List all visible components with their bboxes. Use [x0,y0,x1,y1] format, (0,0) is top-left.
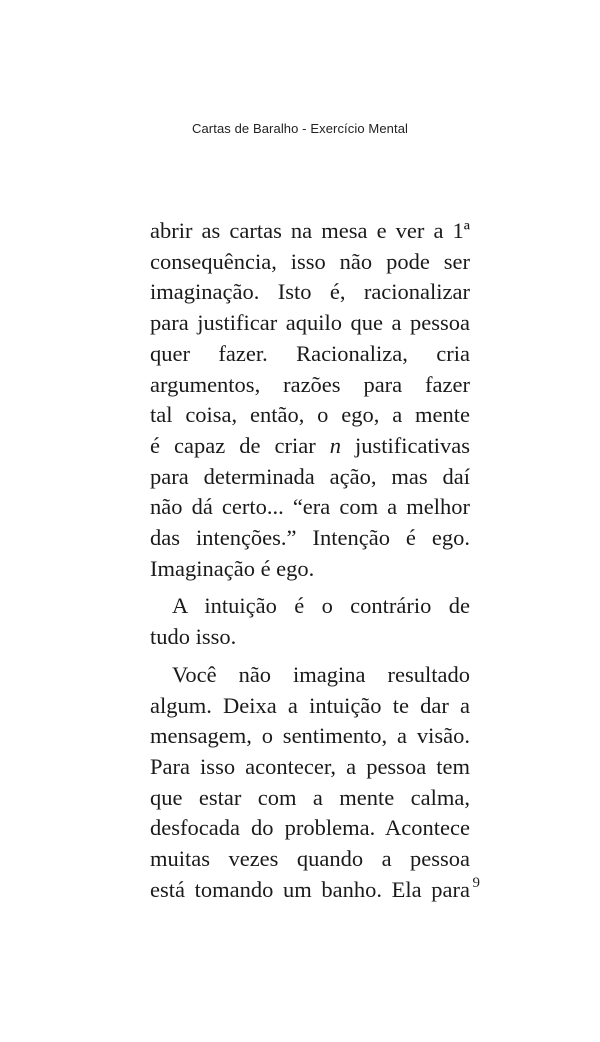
paragraph [150,591,470,652]
text-line: quer fazer. Racionaliza, cria [150,340,470,366]
text-line: está tomando um banho. Ela para [150,876,470,902]
text-line: imaginação. Isto é, racionalizar [150,279,470,305]
text-line: A intuição é o contrário de [172,593,470,619]
paragraph [150,660,470,906]
running-header: Cartas de Baralho - Exercício Mental [191,121,409,136]
text-line: tudo isso. [150,624,237,650]
text-line: abrir as cartas na mesa e ver a 1ª [150,218,470,243]
text-line: argumentos, razões para fazer [150,371,470,397]
text-line: tal coisa, então, o ego, a mente [150,402,470,428]
text-line: para determinada ação, mas daí [150,463,470,489]
text-line: muitas vezes quando a pessoa [150,846,470,872]
variable-n: n [329,432,341,458]
paragraph [150,216,470,584]
text-line: das intenções.” Intenção é ego. [150,525,470,551]
text-line: para justificar aquilo que a pessoa [150,310,470,336]
text-line: Você não imagina resultado [172,661,470,687]
text-line: Imaginação é ego. [150,555,315,581]
text-line: desfocada do problema. Acontece [150,815,470,841]
text-line: consequência, isso não pode ser [150,248,470,274]
text-line: não dá certo... “era com a melhor [150,494,470,520]
page-number: 9 [472,875,480,891]
text-line: é capaz de criar n justificativas [150,432,470,458]
text-line: algum. Deixa a intuição te dar a [150,692,470,718]
text-line: Para isso acontecer, a pessoa tem [150,753,470,779]
text-line: mensagem, o sentimento, a visão. [150,723,470,749]
text-line: que estar com a mente calma, [150,784,470,810]
body-text [150,216,470,905]
